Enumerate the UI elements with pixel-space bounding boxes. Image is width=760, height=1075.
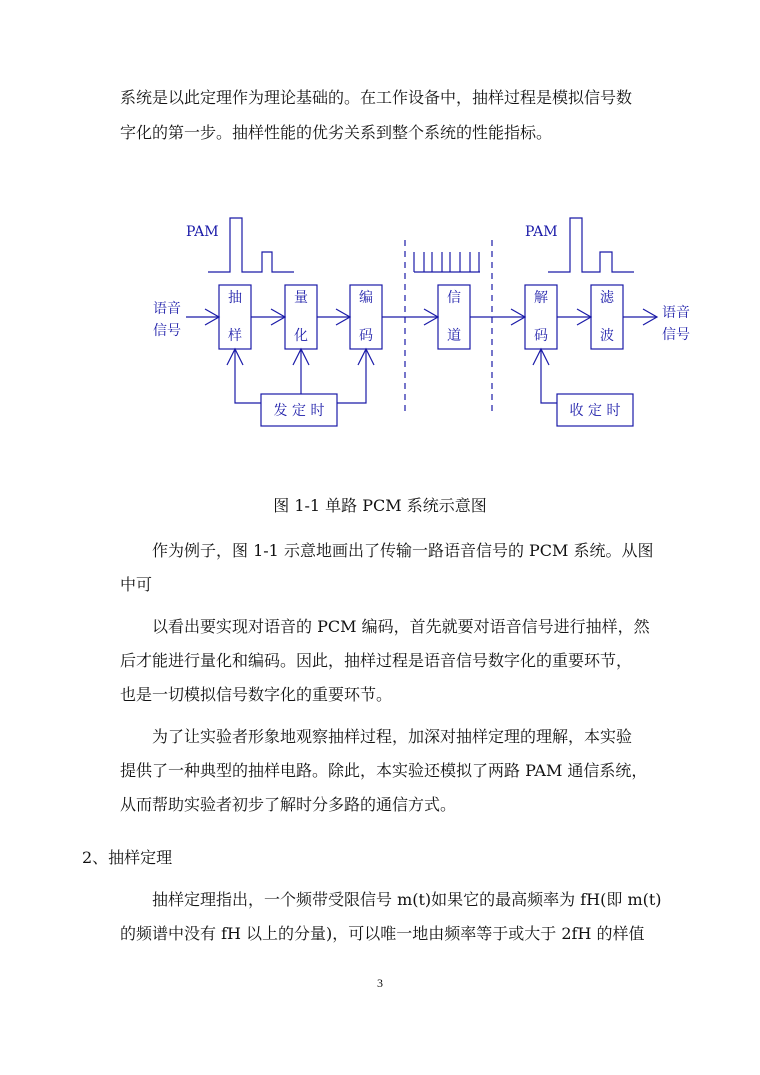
paragraph-line: 后才能进行量化和编码。因此，抽样过程是语音信号数字化的重要环节， [120, 651, 633, 670]
paragraph-line: 为了让实验者形象地观察抽样过程，加深对抽样定理的理解，本实验 [152, 727, 633, 746]
block-channel-label: 信 [447, 290, 461, 306]
block-quantize-label: 量 [294, 290, 308, 306]
tx-timing-label: 发 定 时 [273, 403, 325, 419]
paragraph-line: 中可 [120, 575, 153, 594]
block-sample-label: 抽 [228, 290, 242, 306]
input-label: 语音 [153, 301, 181, 317]
block-quantize-label: 化 [294, 328, 308, 344]
figure-caption: 图 1-1 单路 PCM 系统示意图 [273, 496, 487, 515]
block-decode-label: 码 [534, 328, 548, 344]
block-encode-label: 编 [359, 290, 373, 306]
pam-waveform-left [208, 218, 294, 272]
input-label: 信号 [153, 323, 181, 339]
output-label: 信号 [662, 327, 690, 343]
pam-label-left: PAM [186, 224, 219, 240]
paragraph-line: 提供了一种典型的抽样电路。除此，本实验还模拟了两路 PAM 通信系统， [120, 761, 648, 780]
pulse-train [414, 252, 480, 272]
paragraph-line: 作为例子，图 1-1 示意地画出了传输一路语音信号的 PCM 系统。从图 [152, 541, 654, 560]
paragraph-line: 字化的第一步。抽样性能的优劣关系到整个系统的性能指标。 [120, 123, 553, 142]
block-sample-label: 样 [228, 328, 242, 344]
paragraph-line: 的频谱中没有 fH 以上的分量)，可以唯一地由频率等于或大于 2fH 的样值 [120, 924, 645, 943]
paragraph-line: 以看出要实现对语音的 PCM 编码，首先就要对语音信号进行抽样，然 [152, 617, 650, 636]
block-filter-label: 滤 [600, 290, 614, 306]
pcm-system-diagram [0, 200, 760, 440]
section-heading: 2、抽样定理 [82, 848, 173, 867]
pam-label-right: PAM [525, 224, 558, 240]
block-channel-label: 道 [447, 328, 461, 344]
page-number: 3 [377, 976, 383, 990]
output-label: 语音 [662, 305, 690, 321]
pam-waveform-right [548, 218, 634, 272]
paragraph-line: 系统是以此定理作为理论基础的。在工作设备中，抽样过程是模拟信号数 [120, 88, 633, 107]
paragraph-line: 也是一切模拟信号数字化的重要环节。 [120, 685, 393, 704]
block-decode-label: 解 [534, 290, 548, 306]
block-encode-label: 码 [359, 328, 373, 344]
rx-timing-label: 收 定 时 [569, 403, 621, 419]
paragraph-line: 抽样定理指出，一个频带受限信号 m(t)如果它的最高频率为 fH(即 m(t) [152, 890, 662, 909]
paragraph-line: 从而帮助实验者初步了解时分多路的通信方式。 [120, 795, 457, 814]
block-filter-label: 波 [600, 328, 614, 344]
